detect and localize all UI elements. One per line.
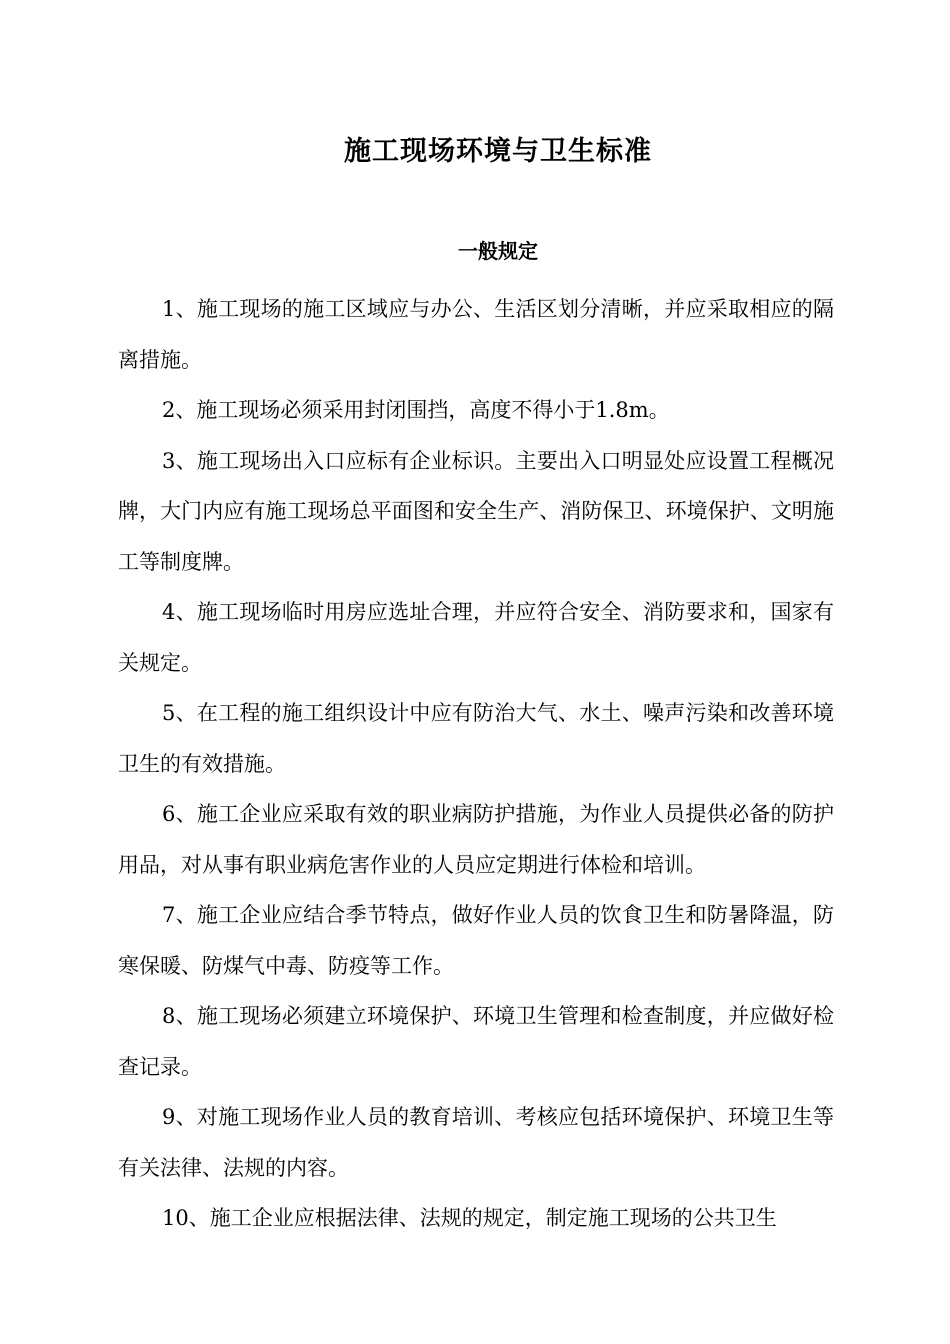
document-body <box>118 284 834 1244</box>
paragraph-6: 6、施工企业应采取有效的职业病防护措施，为作业人员提供必备的防护用品，对从事有职业病危害作业的人员应定期进行体检和培训。 <box>118 802 834 877</box>
paragraph-10: 10、施工企业应根据法律、法规的规定，制定施工现场的公共卫生 <box>162 1206 777 1230</box>
paragraph-7: 7、施工企业应结合季节特点，做好作业人员的饮食卫生和防暑降温，防寒保暖、防煤气中毒、防疫等工作。 <box>118 903 834 978</box>
paragraph-9: 9、对施工现场作业人员的教育培训、考核应包括环境保护、环境卫生等有关法律、法规的内容。 <box>118 1105 834 1180</box>
paragraph-4: 4、施工现场临时用房应选址合理，并应符合安全、消防要求和，国家有关规定。 <box>118 600 834 675</box>
paragraph-2: 2、施工现场必须采用封闭围挡，高度不得小于1.8m。 <box>162 398 670 422</box>
document-title: 施工现场环境与卫生标准 <box>344 136 652 167</box>
paragraph-1: 1、施工现场的施工区域应与办公、生活区划分清晰，并应采取相应的隔离措施。 <box>118 297 834 372</box>
paragraph-3: 3、施工现场出入口应标有企业标识。主要出入口明显处应设置工程概况牌，大门内应有施工现场总平面图和安全生产、消防保卫、环境保护、文明施工等制度牌。 <box>118 448 834 574</box>
paragraph-5: 5、在工程的施工组织设计中应有防治大气、水土、噪声污染和改善环境卫生的有效措施。 <box>118 701 834 776</box>
section-heading: 一般规定 <box>458 239 538 263</box>
paragraph-8: 8、施工现场必须建立环境保护、环境卫生管理和检查制度，并应做好检查记录。 <box>118 1004 834 1079</box>
